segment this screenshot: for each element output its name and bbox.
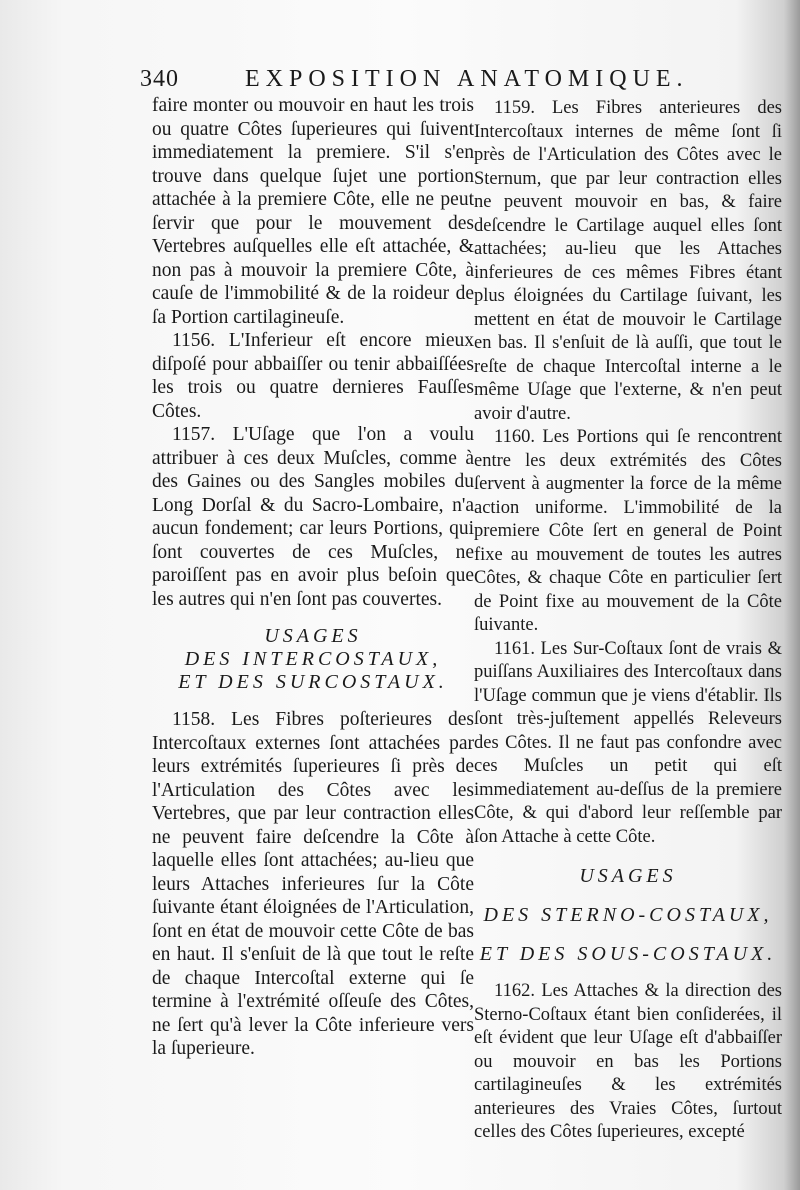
paragraph-1158: 1158. Les Fibres poſterieures des Intercoſtaux externes ſont attachées par leurs extrémités ſuperieures ſi près de l'Articulation des Côtes avec les Vertebres, que par leur contraction elles ne peuvent faire deſcendre la Côte à laquelle elles ſont attachées; au-lieu que leurs Attaches inferieures ſur la Côte ſuivante étant éloignées de l'Articulation, ſont en état de mouvoir cette Côte de bas en haut. Il s'enſuit de là que tout le reſte de chaque Intercoſtal externe qui ſe termine à l'extrémité oſſeuſe des Côtes, ne ſert qu'à lever la Côte inferieure vers la ſuperieure.	[152, 709, 474, 1059]
paragraph-1160: 1160. Les Portions qui ſe rencontrent entre les deux extrémités des Côtes ſervent à augmenter la force de la même action uniforme. L'immobilité de la premiere Côte ſert en general de Point fixe au mouvement de toutes les autres Côtes, & chaque Côte en particulier ſert de Point fixe au mouvement de la Côte ſuivante.	[474, 427, 782, 635]
right-column	[474, 97, 782, 1145]
left-column	[152, 94, 474, 1061]
paragraph-1159: 1159. Les Fibres anterieures des Intercoſtaux internes de même ſont ſi près de l'Articulation des Côtes avec le Sternum, que par leur contraction elles ne peuvent mouvoir en bas, & faire deſcendre le Cartilage auquel elles ſont attachées; au-lieu que les Attaches inferieures de ces mêmes Fibres étant plus éloignées du Cartilage ſuivant, les mettent en état de mouvoir le Cartilage en bas. Il s'enſuit de là auſſi, que tout le reſte de chaque Intercoſtal interne a le même Uſage que l'externe, & n'en peut avoir d'autre.	[474, 98, 782, 424]
section-title-line-2: DES STERNO-COSTAUX,	[483, 904, 773, 926]
paragraph-1156: 1156. L'Inferieur eſt encore mieux diſpoſé pour abbaiſſer ou tenir abbaiſſées les trois ou quatre dernieres Fauſſes Côtes.	[152, 330, 474, 422]
section-title-line-2: DES INTERCOSTAUX,	[184, 648, 442, 670]
page-number: 340	[140, 66, 179, 92]
paragraph-1161: 1161. Les Sur-Coſtaux ſont de vrais & puiſſans Auxiliaires des Intercoſtaux dans l'Uſage commun que je viens d'établir. Ils ſont très-juſtement appellés Releveurs des Côtes. Il ne faut pas confondre avec ces Muſcles un petit qui eſt immediatement au-deſſus de la premiere Côte, & qui d'abord leur reſſemble par ſon Attache à cette Côte.	[474, 638, 782, 847]
section-spacer	[152, 694, 474, 708]
section-title-line-1: USAGES	[579, 865, 677, 887]
section-spacer	[474, 966, 782, 980]
running-head: EXPOSITION ANATOMIQUE.	[245, 66, 689, 92]
paragraph-1162: 1162. Les Attaches & la direction des Sterno-Coſtaux étant bien conſiderées, il eſt évident que leur Uſage eſt d'abbaiſſer ou mouvoir en bas les Portions cartilagineuſes & les extrémités anterieures des Vraies Côtes, ſurtout celles des Côtes ſuperieures, excepté	[474, 981, 782, 1142]
section-title-line-3: ET DES SOUS-COSTAUX.	[479, 943, 777, 965]
paragraph-1157: 1157. L'Uſage que l'on a voulu attribuer à ces deux Muſcles, comme à des Gaines ou des Sangles mobiles du Long Dorſal & du Sacro-Lombaire, n'a aucun fondement; car leurs Portions, qui ſont couvertes de ces Muſcles, ne paroiſſent pas en avoir plus beſoin que les autres qui n'en ſont pas couvertes.	[152, 424, 474, 610]
section-title-line-3: ET DES SURCOSTAUX.	[178, 671, 448, 693]
section-title-line-1: USAGES	[264, 625, 362, 647]
paragraph-continued: faire monter ou mouvoir en haut les trois ou quatre Côtes ſuperieures qui ſuivent immediatement la premiere. S'il s'en trouve dans quelque ſujet une portion attachée à la premiere Côte, elle ne peut ſervir que pour le mouvement des Vertebres auſquelles elle eſt attachée, & non pas à mouvoir la premiere Côte, à cauſe de l'immobilité & de la roideur de ſa Portion cartilagineuſe.	[152, 95, 474, 328]
